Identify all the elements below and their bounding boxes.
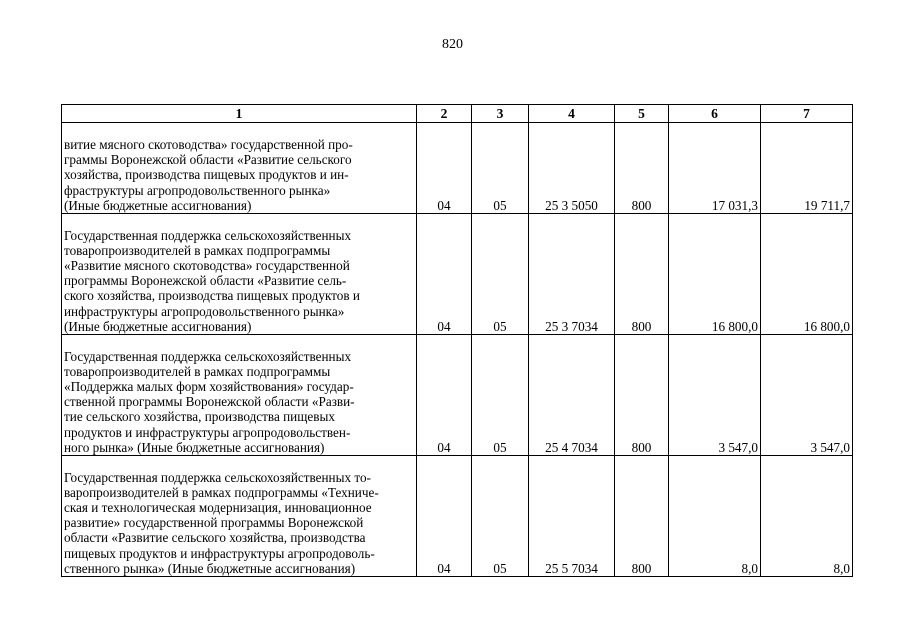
column-header-2: 2 [417,105,472,123]
row-target-article: 25 3 7034 [529,214,615,335]
table-row [62,456,853,577]
row-description: витие мясного скотоводства» государственной про- граммы Воронежской области «Развитие сельского хозяйства, производства пищевых продуктов и ин- фраструктуры агропродовольственного рынка» (Иные бюджетные ассигнования) [62,123,417,214]
row-description: Государственная поддержка сельскохозяйственных то- варопроизводителей в рамках подпрограммы «Техниче- ская и технологическая модернизация, инновационное развитие» государственной программы Воронежской области «Развитие сельского хозяйства, производства пищевых продуктов и инфраструктуры агропродоволь- ственного рынка» (Иные бюджетные ассигнования) [62,456,417,577]
row-sum-year-1: 8,0 [669,456,761,577]
table-row [62,123,853,214]
row-section: 04 [417,456,472,577]
row-section: 04 [417,214,472,335]
row-subsection: 05 [472,214,529,335]
column-header-6: 6 [669,105,761,123]
row-section: 04 [417,123,472,214]
page-number: 820 [442,37,463,52]
row-target-article: 25 4 7034 [529,335,615,456]
row-sum-year-2: 3 547,0 [761,335,853,456]
table-row [62,214,853,335]
row-section: 04 [417,335,472,456]
row-expense-type: 800 [615,335,669,456]
row-subsection: 05 [472,123,529,214]
row-description: Государственная поддержка сельскохозяйственных товаропроизводителей в рамках подпрограммы «Развитие мясного скотоводства» государственной программы Воронежской области «Развитие сель- ского хозяйства, производства пищевых продуктов и инфраструктуры агропродовольственного рынка» (Иные бюджетные ассигнования) [62,214,417,335]
row-target-article: 25 3 5050 [529,123,615,214]
row-sum-year-2: 19 711,7 [761,123,853,214]
table-header-row [62,105,853,123]
row-sum-year-1: 17 031,3 [669,123,761,214]
row-sum-year-2: 16 800,0 [761,214,853,335]
column-header-4: 4 [529,105,615,123]
row-sum-year-1: 3 547,0 [669,335,761,456]
column-header-5: 5 [615,105,669,123]
column-header-1: 1 [62,105,417,123]
table-row [62,335,853,456]
row-target-article: 25 5 7034 [529,456,615,577]
column-header-7: 7 [761,105,853,123]
row-sum-year-2: 8,0 [761,456,853,577]
row-subsection: 05 [472,335,529,456]
row-expense-type: 800 [615,456,669,577]
row-expense-type: 800 [615,214,669,335]
row-sum-year-1: 16 800,0 [669,214,761,335]
budget-table [61,104,853,577]
row-description: Государственная поддержка сельскохозяйственных товаропроизводителей в рамках подпрограммы «Поддержка малых форм хозяйствования» государ- ственной программы Воронежской области «Разви- тие сельского хозяйства, производства пищевых продуктов и инфраструктуры агропродовольствен- ного рынка» (Иные бюджетные ассигнования) [62,335,417,456]
row-subsection: 05 [472,456,529,577]
row-expense-type: 800 [615,123,669,214]
column-header-3: 3 [472,105,529,123]
